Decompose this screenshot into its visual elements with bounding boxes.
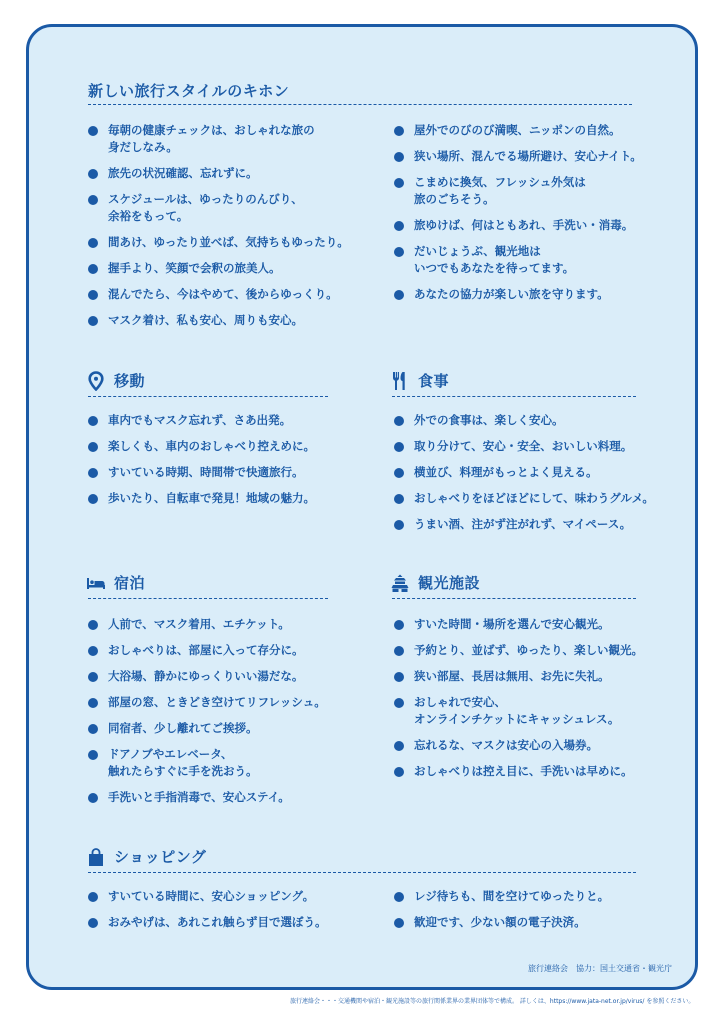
shopping-right-list: [392, 888, 692, 940]
list-item: おみやげは、あれこれ触らず目で選ぼう。: [86, 914, 386, 931]
shopping-bag-icon: [86, 847, 106, 867]
list-item: あなたの協力が楽しい旅を守ります。: [392, 286, 692, 303]
list-item: こまめに換気、フレッシュ外気は 旅のごちそう。: [392, 174, 692, 208]
castle-icon: [390, 573, 410, 593]
shopping-left-list: [86, 888, 386, 940]
list-item: すいた時間・場所を選んで安心観光。: [392, 616, 692, 633]
list-item: マスク着け、私も安心、周りも安心。: [86, 312, 386, 329]
list-item: だいじょうぶ、観光地は いつでもあなたを待ってます。: [392, 243, 692, 277]
list-item: 旅先の状況確認、忘れずに。: [86, 165, 386, 182]
list-item: 屋外でのびのび満喫、ニッポンの自然。: [392, 122, 692, 139]
list-item: 狭い場所、混んでる場所避け、安心ナイト。: [392, 148, 692, 165]
list-item: ドアノブやエレベータ、 触れたらすぐに手を洗おう。: [86, 746, 386, 780]
sightseeing-title-text: 観光施設: [418, 574, 481, 592]
bed-icon: [86, 573, 106, 593]
map-pin-icon: [86, 371, 106, 391]
list-item: 取り分けて、安心・安全、おいしい料理。: [392, 438, 692, 455]
list-item: 楽しくも、車内のおしゃべり控えめに。: [86, 438, 386, 455]
footer-credit: 旅行連絡会 協力：国土交通省・観光庁: [528, 964, 672, 973]
footnote: 旅行連絡会・・・交通機関や宿泊・観光施設等の旅行関係業界の業界団体等で構成。 詳しくは、https://www.jata-net.or.jp/virus/ を参照ください。: [290, 998, 695, 1005]
list-item: うまい酒、注がず注がれず、マイペース。: [392, 516, 692, 533]
list-item: 握手より、笑顔で会釈の旅美人。: [86, 260, 386, 277]
dining-divider: [392, 396, 636, 397]
basics-title: [88, 80, 289, 101]
lodging-divider: [88, 598, 328, 599]
list-item: 大浴場、静かにゆっくりいい湯だな。: [86, 668, 386, 685]
shopping-title-text: ショッピング: [114, 848, 207, 866]
list-item: 予約とり、並ばず、ゆったり、楽しい観光。: [392, 642, 692, 659]
lodging-title: [86, 572, 145, 593]
list-item: すいている時期、時間帯で快適旅行。: [86, 464, 386, 481]
basics-right-list: [392, 122, 692, 312]
list-item: おしゃれで安心、 オンラインチケットにキャッシュレス。: [392, 694, 692, 728]
shopping-divider: [88, 872, 636, 873]
sightseeing-title: [390, 572, 480, 593]
basics-divider: [88, 104, 632, 105]
travel-divider: [88, 396, 328, 397]
dining-list: [392, 412, 692, 542]
shopping-title: [86, 846, 206, 867]
basics-title-text: 新しい旅行スタイルのキホン: [88, 82, 290, 100]
list-item: 同宿者、少し離れてご挨拶。: [86, 720, 386, 737]
lodging-title-text: 宿泊: [114, 574, 146, 592]
list-item: 部屋の窓、ときどき空けてリフレッシュ。: [86, 694, 386, 711]
list-item: 人前で、マスク着用、エチケット。: [86, 616, 386, 633]
list-item: おしゃべりは、部屋に入って存分に。: [86, 642, 386, 659]
list-item: おしゃべりをほどほどにして、味わうグルメ。: [392, 490, 692, 507]
lodging-list: [86, 616, 386, 815]
list-item: 混んでたら、今はやめて、後からゆっくり。: [86, 286, 386, 303]
fork-knife-icon: [390, 371, 410, 391]
list-item: 旅ゆけば、何はともあれ、手洗い・消毒。: [392, 217, 692, 234]
travel-list: [86, 412, 386, 516]
list-item: 車内でもマスク忘れず、さあ出発。: [86, 412, 386, 429]
list-item: おしゃべりは控え目に、手洗いは早めに。: [392, 763, 692, 780]
list-item: 手洗いと手指消毒で、安心ステイ。: [86, 789, 386, 806]
list-item: 忘れるな、マスクは安心の入場券。: [392, 737, 692, 754]
travel-title: [86, 370, 145, 391]
list-item: 間あけ、ゆったり並べば、気持ちもゆったり。: [86, 234, 386, 251]
sightseeing-list: [392, 616, 692, 789]
sightseeing-divider: [392, 598, 636, 599]
dining-title: [390, 370, 449, 391]
list-item: 横並び、料理がもっとよく見える。: [392, 464, 692, 481]
list-item: レジ待ちも、間を空けてゆったりと。: [392, 888, 692, 905]
list-item: 狭い部屋、長居は無用、お先に失礼。: [392, 668, 692, 685]
list-item: 毎朝の健康チェックは、おしゃれな旅の 身だしなみ。: [86, 122, 386, 156]
list-item: 外での食事は、楽しく安心。: [392, 412, 692, 429]
travel-title-text: 移動: [114, 372, 146, 390]
list-item: すいている時間に、安心ショッピング。: [86, 888, 386, 905]
basics-left-list: [86, 122, 386, 338]
list-item: 歩いたり、自転車で発見！地域の魅力。: [86, 490, 386, 507]
list-item: 歓迎です、少ない額の電子決済。: [392, 914, 692, 931]
dining-title-text: 食事: [418, 372, 450, 390]
list-item: スケジュールは、ゆったりのんびり、 余裕をもって。: [86, 191, 386, 225]
